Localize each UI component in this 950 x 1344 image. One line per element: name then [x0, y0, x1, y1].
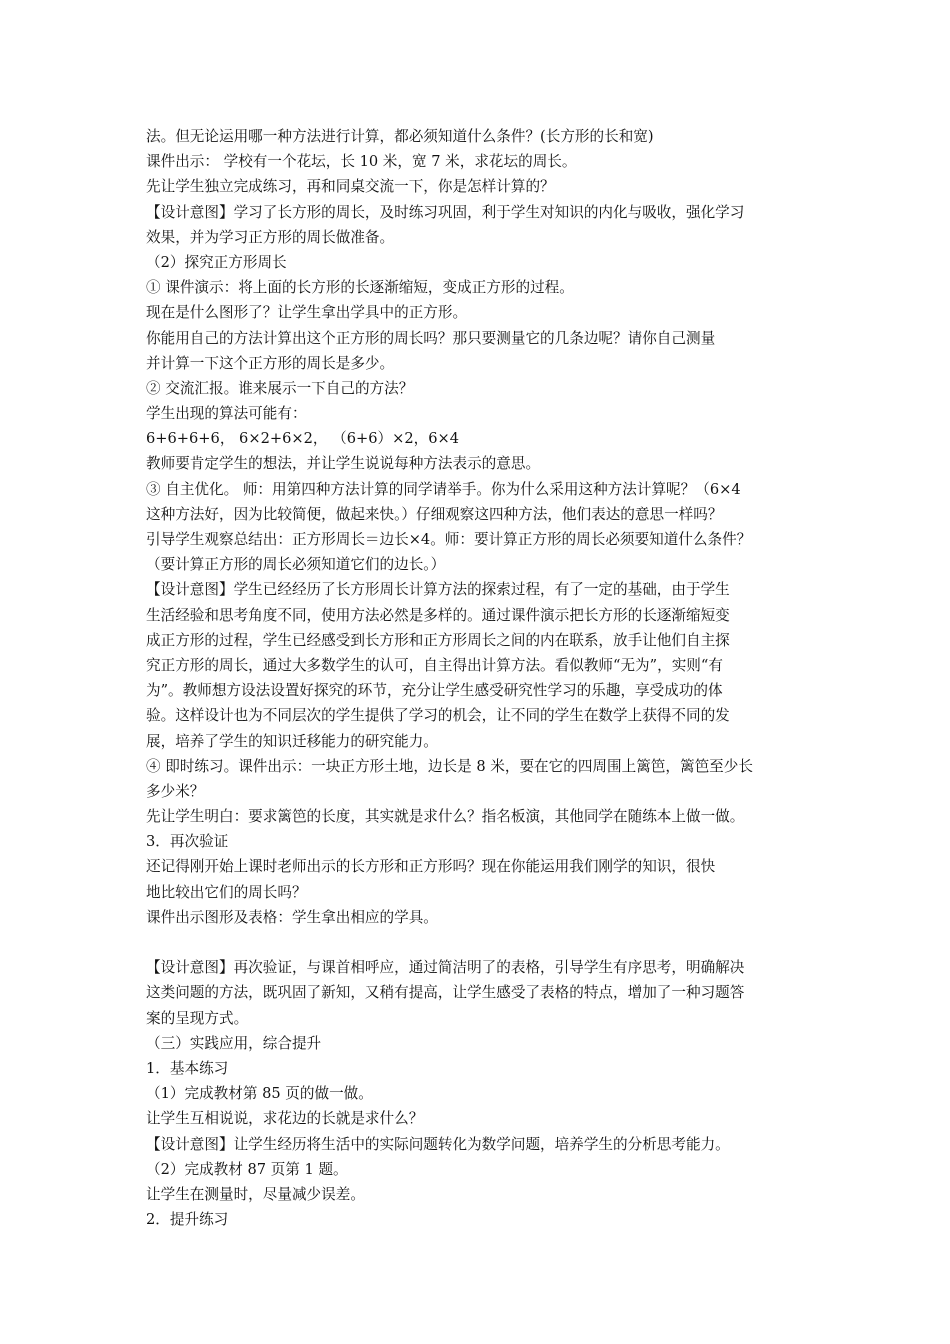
- text-line: 【设计意图】学生已经经历了长方形周长计算方法的探索过程，有了一定的基础，由于学生: [146, 581, 730, 599]
- text-line: 法。但无论运用哪一种方法进行计算，都必须知道什么条件？(长方形的长和宽): [146, 128, 654, 145]
- text-line: 这类问题的方法，既巩固了新知，又稍有提高，让学生感受了表格的特点，增加了一种习题答: [146, 984, 745, 1002]
- text-line: 你能用自己的方法计算出这个正方形的周长吗？那只要测量它的几条边呢？请你自己测量: [146, 329, 716, 347]
- text-line: ① 课件演示：将上面的长方形的长逐渐缩短，变成正方形的过程。: [146, 279, 574, 297]
- text-line: 教师要肯定学生的想法，并让学生说说每种方法表示的意思。: [146, 455, 541, 473]
- text-line: 课件出示： 学校有一个花坛，长 10 米，宽 7 米，求花坛的周长。: [146, 153, 577, 171]
- text-line: 让学生互相说说，求花边的长就是求什么？: [146, 1110, 424, 1128]
- text-line: 地比较出它们的周长吗？: [146, 883, 307, 901]
- text-line: 验。这样设计也为不同层次的学生提供了学习的机会，让不同的学生在数学上获得不同的发: [146, 707, 730, 725]
- text-line: 为”。教师想方设法设置好探究的环节，充分让学生感受研究性学习的乐趣，享受成功的体: [146, 682, 723, 700]
- text-line: 成正方形的过程，学生已经感受到长方形和正方形周长之间的内在联系，放手让他们自主探: [146, 631, 730, 649]
- text-line: 究正方形的周长，通过大多数学生的认可，自主得出计算方法。看似教师“无为”，实则“有: [146, 656, 723, 674]
- text-line: 这种方法好，因为比较简便，做起来快。）仔细观察这四种方法，他们表达的意思一样吗？: [146, 505, 723, 523]
- blank-line: [146, 930, 826, 955]
- document-body: [146, 124, 826, 1232]
- text-line: （要计算正方形的周长必须知道它们的边长。）: [146, 556, 446, 574]
- section-heading: 1．基本练习: [146, 1059, 229, 1077]
- text-line: 并计算一下这个正方形的周长是多少。: [146, 354, 395, 372]
- text-line: 学生出现的算法可能有：: [146, 405, 307, 423]
- text-line: 案的呈现方式。: [146, 1009, 249, 1027]
- text-line: 引导学生观察总结出：正方形周长＝边长×4。师：要计算正方形的周长必须要知道什么条件？: [146, 531, 752, 548]
- text-line: 还记得刚开始上课时老师出示的长方形和正方形吗？现在你能运用我们刚学的知识，很快: [146, 858, 716, 876]
- text-line: 【设计意图】再次验证，与课首相呼应，通过简洁明了的表格，引导学生有序思考，明确解决: [146, 959, 745, 977]
- text-line: 展，培养了学生的知识迁移能力的研究能力。: [146, 732, 438, 750]
- text-line: （2）完成教材 87 页第 1 题。: [146, 1160, 348, 1178]
- text-line: 先让学生明白：要求篱笆的长度，其实就是求什么？指名板演，其他同学在随练本上做一做。: [146, 808, 745, 826]
- text-line: 【设计意图】让学生经历将生活中的实际问题转化为数学问题，培养学生的分析思考能力。: [146, 1135, 730, 1153]
- text-line: ③ 自主优化。 师：用第四种方法计算的同学请举手。你为什么采用这种方法计算呢？（6×4: [146, 480, 741, 498]
- section-heading: （2）探究正方形周长: [146, 253, 287, 271]
- section-heading: （三）实践应用，综合提升: [146, 1034, 322, 1052]
- text-line: 让学生在测量时，尽量减少误差。: [146, 1185, 365, 1203]
- section-heading: 2．提升练习: [146, 1211, 229, 1229]
- text-line: 现在是什么图形了？让学生拿出学具中的正方形。: [146, 304, 468, 322]
- text-line: ② 交流汇报。谁来展示一下自己的方法？: [146, 379, 414, 397]
- section-heading: 3．再次验证: [146, 833, 229, 851]
- text-line: 生活经验和思考角度不同，使用方法必然是多样的。通过课件演示把长方形的长逐渐缩短变: [146, 606, 730, 624]
- text-line: 【设计意图】学习了长方形的周长，及时练习巩固，利于学生对知识的内化与吸收，强化学习: [146, 203, 745, 221]
- text-line: 课件出示图形及表格：学生拿出相应的学具。: [146, 908, 438, 926]
- formula-line: 6+6+6+6， 6×2+6×2， （6+6）×2，6×4: [146, 430, 460, 448]
- text-line: 多少米？: [146, 782, 205, 800]
- text-line: 先让学生独立完成练习，再和同桌交流一下，你是怎样计算的？: [146, 178, 555, 196]
- text-line: 效果，并为学习正方形的周长做准备。: [146, 228, 395, 246]
- text-line: （1）完成教材第 85 页的做一做。: [146, 1085, 373, 1103]
- text-line: ④ 即时练习。课件出示：一块正方形土地，边长是 8 米，要在它的四周围上篱笆，篱笆至少长: [146, 757, 753, 775]
